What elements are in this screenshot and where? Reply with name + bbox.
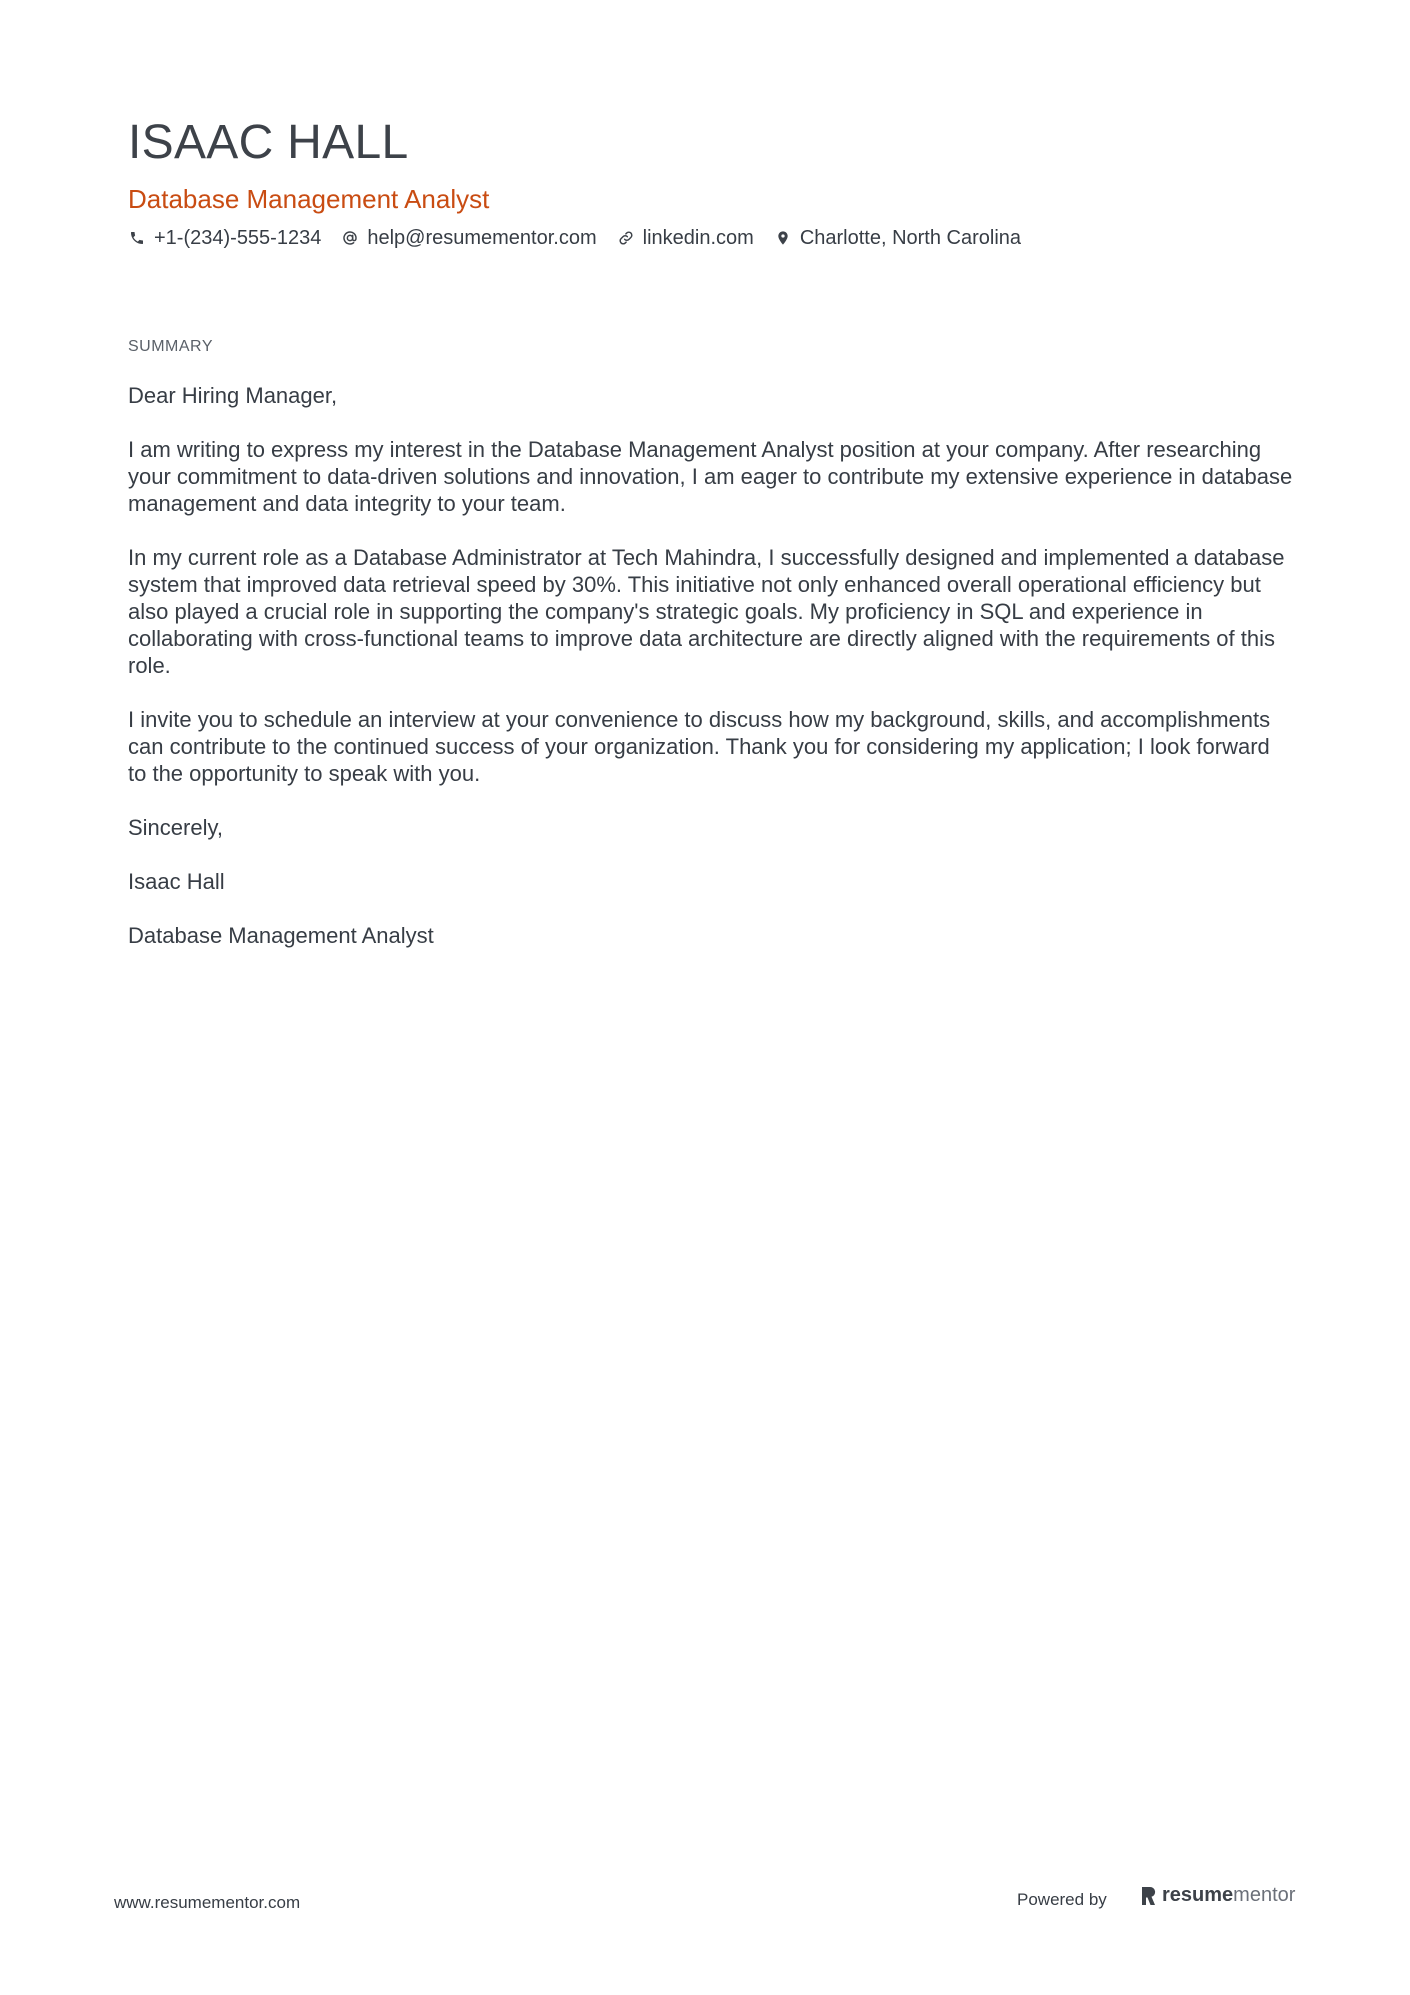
signature-title: Database Management Analyst [128,923,434,948]
candidate-name: ISAAC HALL [128,116,409,169]
header [128,112,1288,252]
letter-closing: Sincerely, [128,815,223,840]
linkedin-text[interactable]: linkedin.com [642,227,754,249]
resumementor-brand[interactable] [1140,1884,1295,1907]
contact-row [128,224,1288,252]
letter-paragraph: I invite you to schedule an interview at your convenience to discuss how my background, skills, and accomplishments can contribute to the continued success of your organization. Thank you for considering my application; I look forward to the opportunity to speak with you. [128,707,1271,786]
phone-icon [128,229,146,247]
brand-text-light: mentor [1233,1884,1296,1906]
signature-name: Isaac Hall [128,869,225,894]
candidate-title: Database Management Analyst [128,184,490,214]
letter-body [128,382,1293,976]
resumementor-logo-icon [1140,1885,1158,1907]
contact-phone [128,224,321,252]
contact-email[interactable] [341,224,596,252]
powered-by-label: Powered by [1017,1890,1107,1909]
letter-paragraph: In my current role as a Database Administrator at Tech Mahindra, I successfully designed and implemented a database system that improved data retrieval speed by 30%. This initiative not only enhanced overall operational efficiency but also played a crucial role in supporting the company's strategic goals. My proficiency in SQL and experience in collaborating with cross-functional teams to improve data architecture are directly aligned with the requirements of this role. [128,545,1285,678]
contact-linkedin[interactable] [617,224,754,252]
contact-location [774,224,1021,252]
location-text: Charlotte, North Carolina [799,227,1022,249]
location-pin-icon [774,229,792,247]
letter-paragraph: I am writing to express my interest in the Database Management Analyst position at your company. After researching your commitment to data-driven solutions and innovation, I am eager to contribute my extensive experience in database management and data integrity to your team. [128,437,1293,516]
brand-text-bold: resume [1162,1884,1234,1906]
section-label-summary: SUMMARY [128,338,213,355]
letter-greeting: Dear Hiring Manager, [128,383,338,408]
at-icon [341,229,359,247]
link-icon [617,229,635,247]
phone-text: +1-(234)-555-1234 [154,227,322,249]
footer-url[interactable]: www.resumementor.com [114,1893,301,1912]
email-text[interactable]: help@resumementor.com [367,227,597,249]
